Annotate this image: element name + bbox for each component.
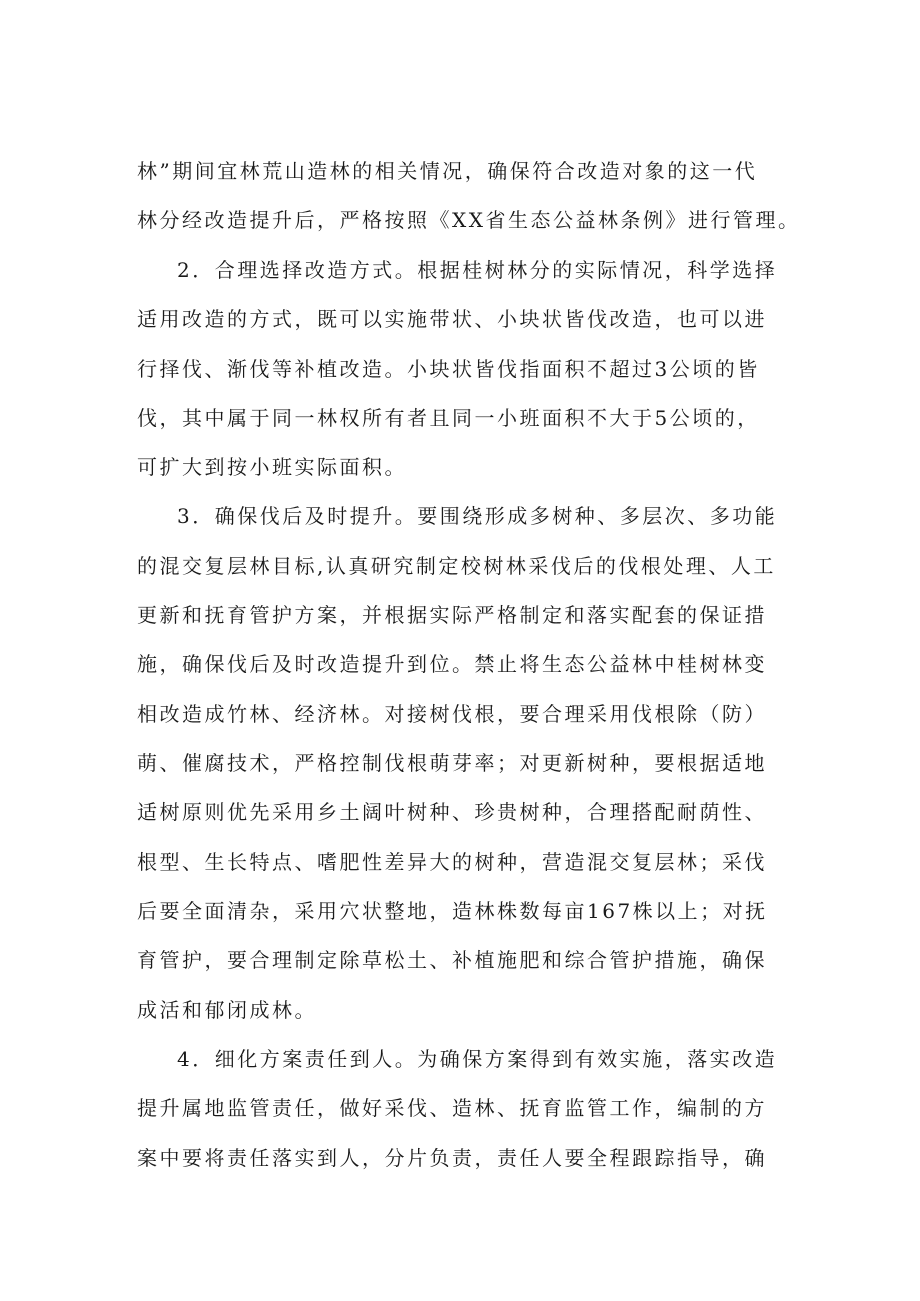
- text-line-15: 根型、生长特点、嗜肥性差异大的树种，营造混交复层林；采伐: [137, 850, 767, 874]
- text-line-14: 适树原则优先采用乡土阔叶树种、珍贵树种，合理搭配耐荫性、: [137, 800, 767, 824]
- text-line-1: 林”期间宜林荒山造林的相关情况，确保符合改造对象的这一代: [137, 159, 758, 183]
- text-line-21: 案中要将责任落实到人，分片负责，责任人要全程跟踪指导，确: [137, 1146, 767, 1170]
- paragraph-3-heading-line: 3．确保伐后及时提升。要围绕形成多树种、多层次、多功能: [177, 504, 778, 528]
- text-line-12: 相改造成竹林、经济林。对接树伐根，要合理采用伐根除（防）: [137, 702, 767, 726]
- text-line-5: 行择伐、渐伐等补植改造。小块状皆伐指面积不超过3公顷的皆: [137, 357, 760, 381]
- text-line-17: 育管护，要合理制定除草松土、补植施肥和综合管护措施，确保: [137, 948, 767, 972]
- text-line-7: 可扩大到按小班实际面积。: [137, 455, 407, 479]
- paragraph-4-heading-line: 4．细化方案责任到人。为确保方案得到有效实施，落实改造: [177, 1047, 778, 1071]
- text-line-13: 萌、催腐技术，严格控制伐根萌芽率；对更新树种，要根据适地: [137, 751, 767, 775]
- paragraph-2-heading-line: 2．合理选择改造方式。根据桂树林分的实际情况，科学选择: [177, 258, 778, 282]
- text-line-20: 提升属地监管责任，做好采伐、造林、抚育监管工作，编制的方: [137, 1096, 767, 1120]
- text-line-10: 更新和抚育管护方案，并根据实际严格制定和落实配套的保证措: [137, 603, 767, 627]
- text-line-11: 施，确保伐后及时改造提升到位。禁止将生态公益林中桂树林变: [137, 652, 767, 676]
- text-line-18: 成活和郁闭成林。: [137, 998, 317, 1022]
- text-line-16: 后要全面清杂，采用穴状整地，造林株数每亩167株以上；对抚: [137, 899, 768, 923]
- text-line-4: 适用改造的方式，既可以实施带状、小块状皆伐改造，也可以进: [137, 307, 767, 331]
- text-line-2: 林分经改造提升后，严格按照《XX省生态公益林条例》进行管理。: [137, 208, 801, 232]
- text-line-6: 伐，其中属于同一林权所有者且同一小班面积不大于5公顷的，: [137, 406, 760, 430]
- text-line-9: 的混交复层林目标,认真研究制定校树林采伐后的伐根处理、人工: [137, 554, 776, 578]
